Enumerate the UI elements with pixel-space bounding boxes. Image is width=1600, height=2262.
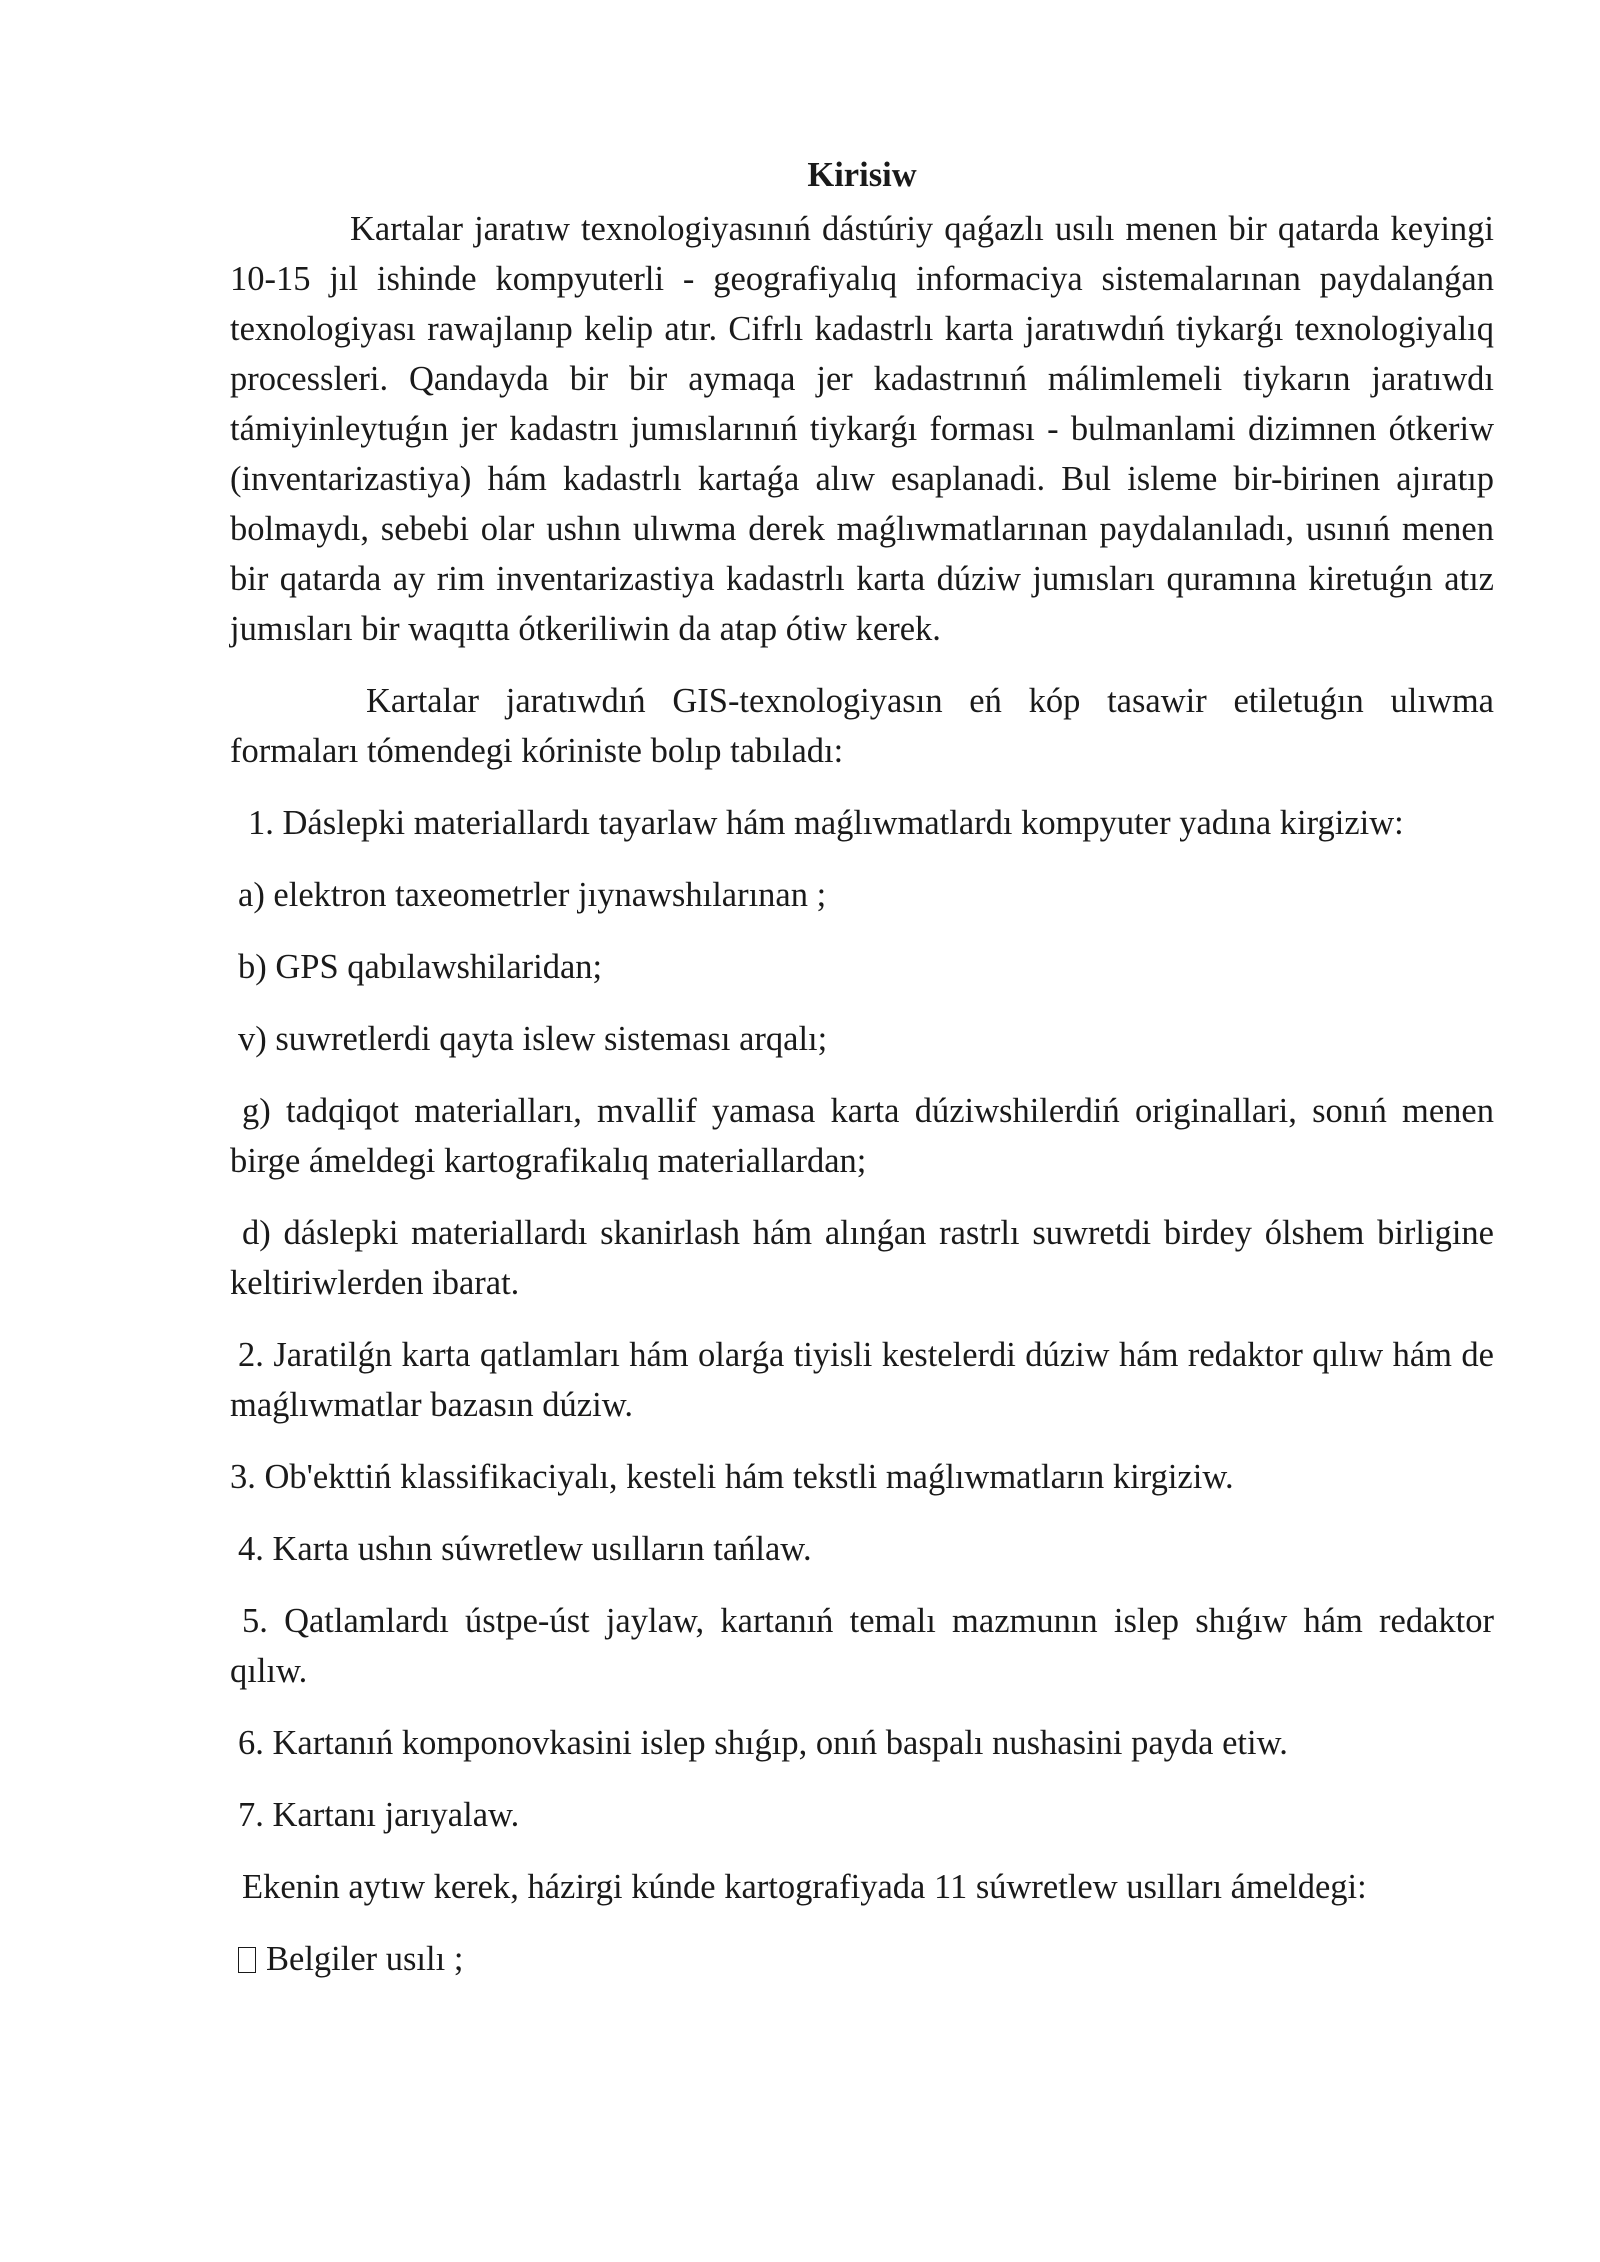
document-title: Kirisiw xyxy=(807,156,917,194)
summary-line: Ekenin aytıw kerek, házirgi kúnde kartografiyada 11 súwretlew usılları ámeldegi: xyxy=(242,1868,1367,1906)
step-1-a: a) elektron taxeometrler jıynawshılarınan ; xyxy=(238,876,827,914)
step-1: 1. Dáslepki materiallardı tayarlaw hám maǵlıwmatlardı kompyuter yadına kirgiziw: xyxy=(248,804,1404,842)
intro-paragraph: Kartalar jaratıw texnologiyasınıń dástúriy qaǵazlı usılı menen bir qatarda keyingi 10-15 jıl ishinde kompyuterli - geografiyalıq informaciya sistemalarınan paydalanǵan texnologiyası rawajlanıp kelip atır. Cifrlı kadastrlı karta jaratıwdıń tiykarǵı texnologiyalıq processleri. Qandayda bir bir aymaqa jer kadastrınıń málimlemeli tiykarın jaratıwdı támiyinleytuǵın jer kadastrı jumıslarınıń tiykarǵı forması - bulmanlami dizimnen ótkeriw (inventarizastiya) hám kadastrlı kartaǵa alıw esaplanadi. Bul isleme bir-birinen ajıratıp bolmaydı, sebebi olar ushın ulıwma derek maǵlıwmatlarınan paydalanıladı, usınıń menen bir qatarda ay rim inventarizastiya kadastrlı karta dúziw jumısları quramına kiretuǵın atız jumısları bir waqıtta ótkeriliwin da atap ótiw kerek. xyxy=(230,210,1494,648)
bullet-item xyxy=(230,1934,1494,1984)
step-5: 5. Qatlamlardı ústpe-úst jaylaw, kartanıń temalı mazmunın islep shıǵıw hám redaktor qılıw. xyxy=(230,1602,1494,1690)
document-page xyxy=(230,150,1494,2006)
step-4: 4. Karta ushın súwretlew usılların tańlaw. xyxy=(238,1530,812,1568)
gis-paragraph: Kartalar jaratıwdıń GIS-texnologiyasın eń kóp tasawir etiletuǵın ulıwma formaları tómendegi kóriniste bolıp tabıladı: xyxy=(230,682,1494,770)
step-6: 6. Kartanıń komponovkasini islep shıǵıp, onıń baspalı nushasini payda etiw. xyxy=(238,1724,1288,1762)
bullet-item-text: Belgiler usılı ; xyxy=(266,1940,464,1978)
step-7: 7. Kartanı jarıyalaw. xyxy=(238,1796,520,1834)
step-1-v: v) suwretlerdi qayta islew sisteması arqalı; xyxy=(238,1020,828,1058)
step-1-g: g) tadqiqot materialları, mvallif yamasa karta dúziwshilerdiń originallari, sonıń menen birge ámeldegi kartografikalıq materiallardan; xyxy=(230,1092,1494,1180)
step-2: 2. Jaratilǵn karta qatlamları hám olarǵa tiyisli kestelerdi dúziw hám redaktor qılıw hám de maǵlıwmatlar bazasın dúziw. xyxy=(230,1336,1494,1424)
step-1-b: b) GPS qabılawshilaridan; xyxy=(238,948,603,986)
step-3: 3. Ob'ekttiń klassifikaciyalı, kesteli hám tekstli maǵlıwmatların kirgiziw. xyxy=(230,1458,1234,1496)
step-1-d: d) dáslepki materiallardı skanirlash hám alınǵan rastrlı suwretdi birdey ólshem birligine keltiriwlerden ibarat. xyxy=(230,1214,1494,1302)
missing-glyph-icon xyxy=(238,1947,256,1973)
